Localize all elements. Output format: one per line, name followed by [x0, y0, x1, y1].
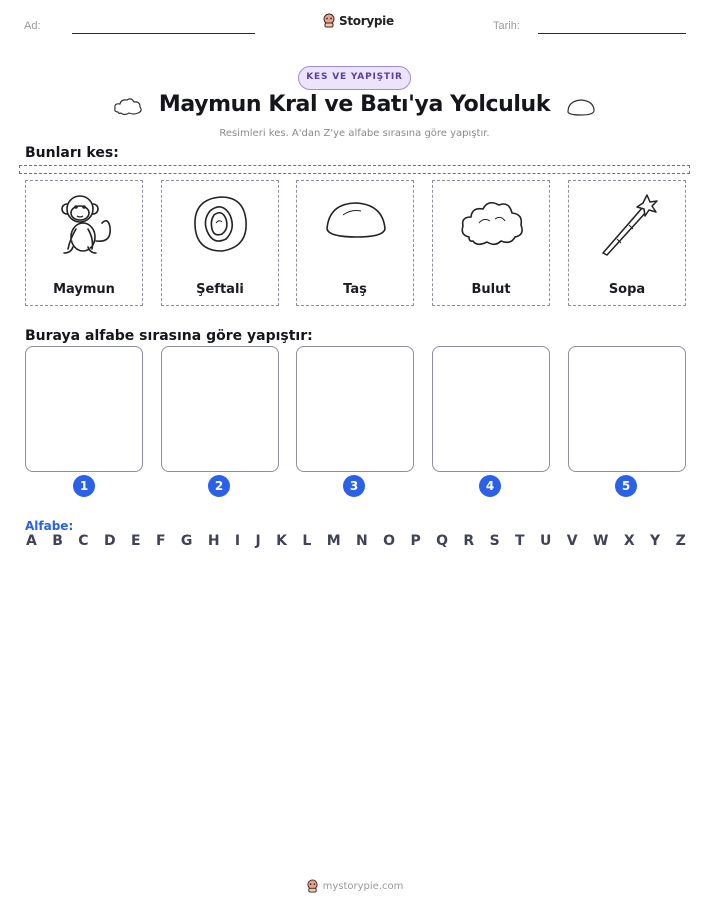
alphabet-letter: I [234, 533, 241, 549]
cut-card-cloud[interactable] [432, 180, 550, 306]
brand-logo [322, 13, 394, 28]
alphabet-letter: A [26, 533, 37, 549]
alphabet-letter: D [103, 533, 116, 549]
staff-icon [593, 189, 663, 259]
alphabet-letter: E [130, 533, 141, 549]
alphabet-letter: H [207, 533, 220, 549]
card-label-staff: Sopa [608, 282, 646, 297]
alphabet-letter: X [623, 533, 635, 549]
alphabet-letter: O [383, 533, 396, 549]
alphabet-letter: S [489, 533, 500, 549]
alphabet-letter: M [326, 533, 341, 549]
alphabet-letter: R [463, 533, 475, 549]
card-label-peach: Şeftali [196, 282, 244, 297]
date-label: Tarih: [493, 20, 520, 32]
alphabet-letter: W [593, 533, 609, 549]
paste-slot-2[interactable] [161, 346, 279, 472]
cut-card-stone[interactable] [296, 180, 414, 306]
date-line [538, 33, 686, 34]
alphabet-letter: T [515, 533, 525, 549]
alphabet-letter: L [302, 533, 312, 549]
slot-number-1: 1 [73, 475, 95, 497]
brand-name: Storypie [339, 13, 394, 28]
card-label-cloud: Bulut [471, 282, 511, 297]
paste-slot-4[interactable] [432, 346, 550, 472]
stone-doodle-icon [565, 96, 597, 118]
slot-number-4: 4 [479, 475, 501, 497]
stone-icon [321, 189, 391, 259]
activity-badge: KES VE YAPIŞTIR [298, 66, 411, 90]
slot-number-3: 3 [343, 475, 365, 497]
alphabet-row [26, 533, 686, 549]
storypie-mascot-icon [306, 879, 319, 893]
paste-slot-3[interactable] [296, 346, 414, 472]
alphabet-letter: F [155, 533, 166, 549]
peach-icon [186, 189, 256, 259]
alphabet-letter: B [52, 533, 63, 549]
footer [0, 879, 709, 893]
cloud-icon [457, 189, 527, 259]
cut-card-staff[interactable] [568, 180, 686, 306]
alphabet-letter: Z [675, 533, 686, 549]
alphabet-letter: N [356, 533, 368, 549]
cut-heading: Bunları kes: [25, 145, 119, 161]
cut-card-monkey[interactable] [25, 180, 143, 306]
cut-card-peach[interactable] [161, 180, 279, 306]
card-label-stone: Taş [343, 282, 367, 297]
paste-heading: Buraya alfabe sırasına göre yapıştır: [25, 328, 313, 344]
instructions: Resimleri kes. A'dan Z'ye alfabe sırasına göre yapıştır. [219, 128, 490, 139]
paste-slot-1[interactable] [25, 346, 143, 472]
alphabet-letter: U [540, 533, 552, 549]
name-label: Ad: [24, 20, 41, 32]
alphabet-letter: V [566, 533, 578, 549]
cut-line [19, 165, 690, 174]
alphabet-letter: J [255, 533, 261, 549]
name-line [72, 33, 255, 34]
slot-number-5: 5 [615, 475, 637, 497]
worksheet-title: Maymun Kral ve Batı'ya Yolculuk [158, 92, 551, 117]
monkey-icon [50, 189, 120, 259]
alphabet-letter: Q [436, 533, 448, 549]
alphabet-letter: C [78, 533, 89, 549]
paste-slot-5[interactable] [568, 346, 686, 472]
alphabet-label: Alfabe: [25, 519, 74, 533]
card-label-monkey: Maymun [53, 282, 115, 297]
storypie-mascot-icon [322, 13, 336, 28]
slot-number-2: 2 [208, 475, 230, 497]
alphabet-letter: Y [650, 533, 661, 549]
footer-site: mystorypie.com [322, 880, 404, 892]
alphabet-letter: K [276, 533, 287, 549]
alphabet-letter: G [180, 533, 193, 549]
alphabet-letter: P [410, 533, 421, 549]
